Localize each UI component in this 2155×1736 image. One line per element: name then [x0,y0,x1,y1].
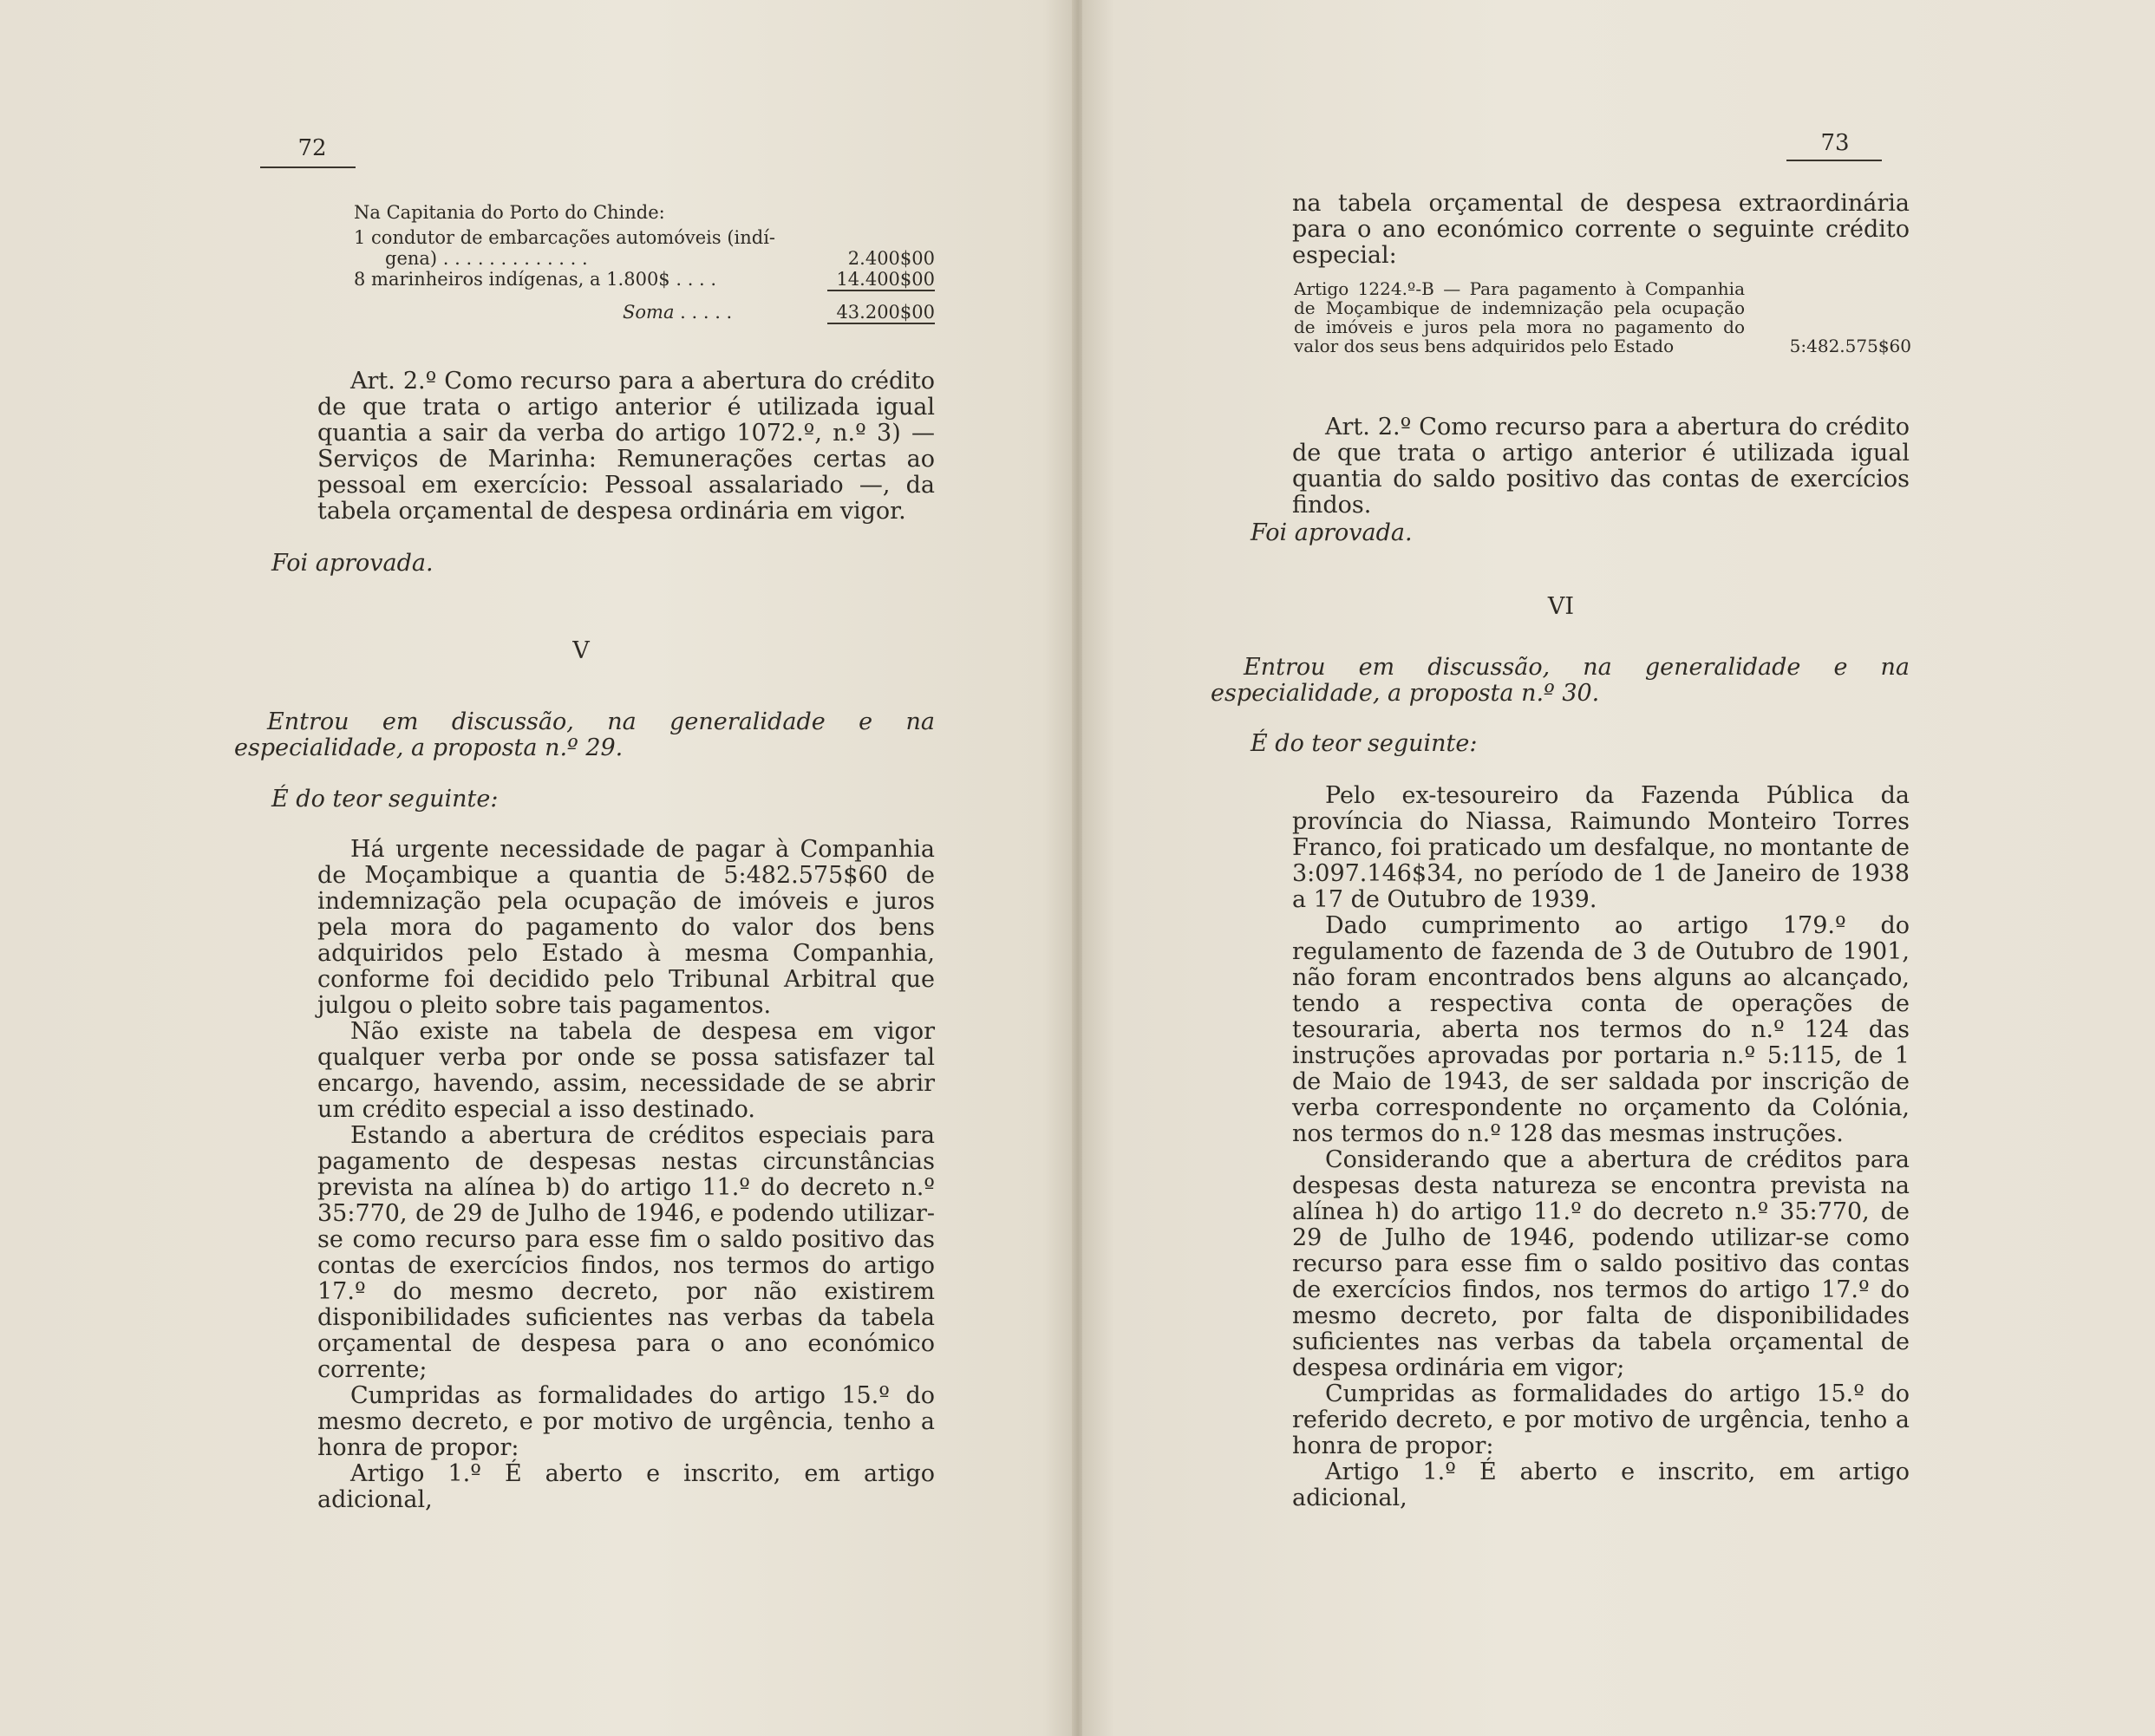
credit-table-amount: 5:482.575$60 [1789,336,1911,356]
right-art2-text: Art. 2.º Como recurso para a abertura do crédito de que trata o artigo anterior é utilizada igual quantia do saldo positivo das contas de exercícios findos. [1292,414,1910,519]
table-row-2: 8 marinheiros indígenas, a 1.800$ . . . . 14.400$00 [354,269,935,290]
right-paragraph-1: Pelo ex-tesoureiro da Fazenda Pública da província do Niassa, Raimundo Monteiro Torres Franco, foi praticado um desfalque, no montante de 3:097.146$34, no período de 1 de Janeiro de 1938 a 17 de Outubro de 1939. [1292,782,1910,913]
page-number-left: 72 [297,135,327,161]
left-paragraph-3: Estando a abertura de créditos especiais para pagamento de despesas nestas circunstâncias prevista na alínea b) do artigo 11.º do decreto n.º 35:770, de 29 de Julho de 1946, e podendo utilizar-se como recurso para esse fim o saldo positivo das contas de exercícios findos, nos termos do artigo 17.º do mesmo decreto, por não existirem disponibilidades suficientes nas verbas da tabela orçamental de despesa para o ano económico corrente; [317,1122,935,1383]
credit-table [1294,279,1911,356]
left-approved: Foi aprovada. [271,550,434,577]
page-number-right: 73 [1820,130,1850,156]
left-paragraph-1: Há urgente necessidade de pagar à Companhia de Moçambique a quantia de 5:482.575$60 de indemnização pela ocupação de imóveis e juros pela mora do pagamento do valor dos bens adquiridos pelo Estado à mesma Companhia, conforme foi decidido pelo Tribunal Arbitral que julgou o pleito sobre tais pagamentos. [317,836,935,1019]
page-number-rule-right [1786,160,1882,161]
right-entrou [1211,655,1910,707]
table-row-1-amount: 2.400$00 [847,248,935,269]
right-body [1292,783,1910,1511]
left-teor: É do teor seguinte: [271,786,499,813]
page-number-rule-left [260,166,356,168]
table-row-1: gena) . . . . . . . . . . . . . 2.400$00 [385,248,935,269]
table-heading-text: Na Capitania do Porto do Chinde: [354,202,665,223]
left-entrou-text: Entrou em discussão, na generalidade e na especialidade, a proposta n.º 29. [234,708,935,761]
table-row-1-line2: gena) [385,248,438,269]
table-sum-row: Soma . . . . . 43.200$00 [623,302,935,323]
table-heading [354,202,935,223]
table-row-1-line1: 1 condutor de embarcações automóveis (indí- [354,227,776,248]
right-intro-text: na tabela orçamental de despesa extraordinária para o ano económico corrente o seguinte crédito especial: [1292,190,1910,269]
right-teor: É do teor seguinte: [1251,730,1478,757]
table-row-2-label: 8 marinheiros indígenas, a 1.800$ [354,269,670,290]
table-sum-amount: 43.200$00 [827,302,935,324]
expense-table [354,227,935,324]
right-intro [1292,191,1910,269]
right-paragraph-2: Dado cumprimento ao artigo 179.º do regulamento de fazenda de 3 de Outubro de 1901, não foram encontrados bens alguns ao alcançado, tendo a respectiva conta de operações de tesouraria, aberta nos termos do n.º 124 das instruções aprovadas por portaria n.º 5:115, de 1 de Maio de 1943, de ser saldada por inscrição de verba correspondente no orçamento da Colónia, nos termos do n.º 128 das mesmas instruções. [1292,912,1910,1147]
right-paragraph-3: Considerando que a abertura de créditos para despesas desta natureza se encontra prevista na alínea h) do artigo 11.º do decreto n.º 35:770, de 29 de Julho de 1946, podendo utilizar-se como recurso para esse fim o saldo positivo das contas de exercícios findos, nos termos do artigo 17.º do mesmo decreto, por falta de disponibilidades suficientes nas verbas da tabela orçamental de despesa ordinária em vigor; [1292,1146,1910,1381]
right-art2 [1292,414,1910,519]
right-entrou-text: Entrou em discussão, na generalidade e na especialidade, a proposta n.º 30. [1211,654,1910,707]
table-row-2-amount: 14.400$00 [827,269,935,291]
left-page [0,0,1075,1736]
section-v: V [572,637,590,664]
left-body [317,837,935,1513]
right-page [1082,0,2155,1736]
left-paragraph-2: Não existe na tabela de despesa em vigor qualquer verba por onde se possa satisfazer tal encargo, havendo, assim, necessidade de se abrir um crédito especial a isso destinado. [317,1018,935,1123]
left-paragraph-5: Artigo 1.º É aberto e inscrito, em artigo adicional, [317,1460,935,1513]
left-entrou [234,709,935,761]
table-sum-label: Soma [623,302,675,323]
credit-table-label: Artigo 1224.º-B — Para pagamento à Companhia de Moçambique de indemnização pela ocupação de imóveis e juros pela mora no pagamento do valor dos seus bens adquiridos pelo Estado [1294,278,1745,356]
right-paragraph-4: Cumpridas as formalidades do artigo 15.º do referido decreto, e por motivo de urgência, tenho a honra de propor: [1292,1380,1910,1459]
left-paragraph-4: Cumpridas as formalidades do artigo 15.º do mesmo decreto, e por motivo de urgência, tenho a honra de propor: [317,1382,935,1461]
right-approved: Foi aprovada. [1251,519,1413,546]
right-paragraph-5: Artigo 1.º É aberto e inscrito, em artigo adicional, [1292,1459,1910,1511]
left-art2 [317,369,935,525]
left-art2-text: Art. 2.º Como recurso para a abertura do crédito de que trata o artigo anterior é utilizada igual quantia a sair da verba do artigo 1072.º, n.º 3) — Serviços de Marinha: Remunerações certas ao pessoal em exercício: Pessoal assalariado —, da tabela orçamental de despesa ordinária em vigor. [317,368,935,525]
section-vi: VI [1547,593,1575,620]
